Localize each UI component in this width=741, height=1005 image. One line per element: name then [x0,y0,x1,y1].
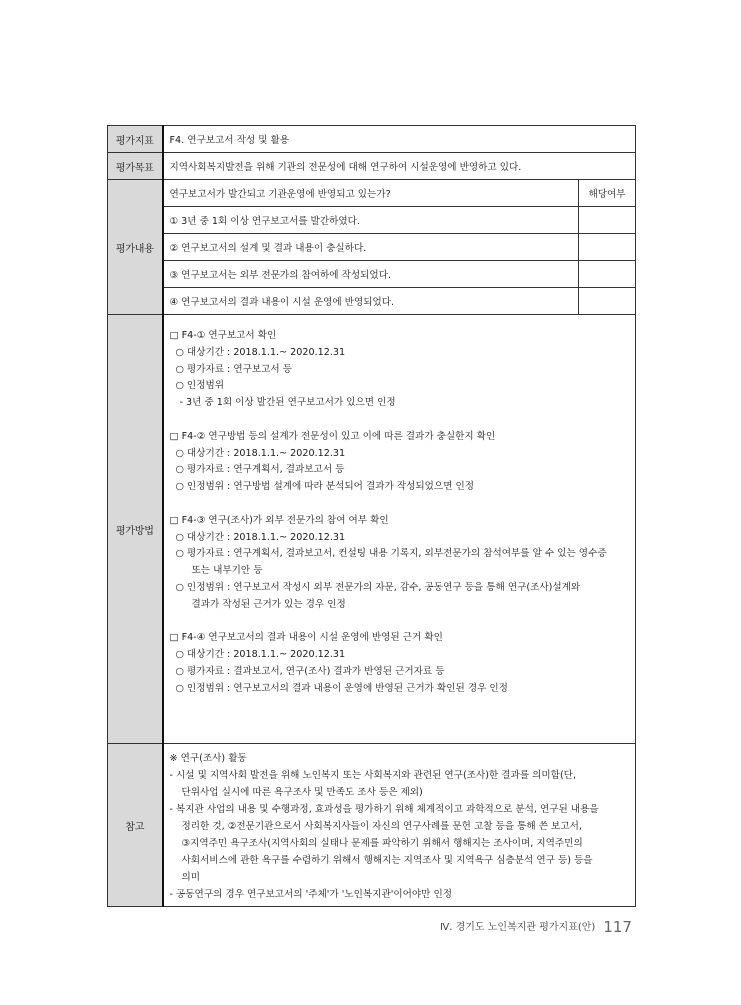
goal-text: 지역사회복지발전을 위해 기관의 전문성에 대해 연구하여 시설운영에 반영하고 있다. [163,153,636,180]
method-line: ○ 평가자료 : 연구계획서, 결과보고서 등 [175,464,345,476]
content-item-3: ③ 연구보고서는 외부 전문가의 참여하에 작성되었다. [163,261,579,288]
content-item-1: ① 3년 중 1회 이상 연구보고서를 발간하였다. [163,207,579,234]
reference-line: ③지역주민 욕구조사(지역사회의 실태나 문제를 파악하기 위해서 행해지는 조사이며, 지역주민의 [181,838,583,849]
check-cell-3[interactable] [579,261,636,288]
method-label: 평가방법 [108,315,163,744]
method-line: ○ 인정범위 [175,380,224,392]
spacer [170,412,630,429]
spacer [170,614,630,631]
method-line: ○ 인정범위 : 연구보고서 작성시 외부 전문가의 자문, 감수, 공동연구 등을 통해 연구(조사)설계와 [175,581,581,593]
method-line: ○ 대상기간 : 2018.1.1.~ 2020.12.31 [175,649,346,661]
method-line: ○ 평가자료 : 결과보고서, 연구(조사) 결과가 반영된 근거자료 등 [175,665,445,677]
chapter-title: Ⅳ. 경기도 노인복지관 평가지표(안) [440,922,596,933]
check-cell-2[interactable] [579,234,636,261]
content-item-2: ② 연구보고서의 설계 및 결과 내용이 충실하다. [163,234,579,261]
reference-line: - 시설 및 지역사회 발전을 위해 노인복지 또는 사회복지와 관련된 연구(조사)한 결과를 의미함(단, [169,770,577,781]
method-content [163,315,636,744]
method-line: ○ 인정범위 : 연구보고서의 결과 내용이 운영에 반영된 근거가 확인된 경우 인정 [175,682,508,694]
goal-label: 평가목표 [108,153,163,180]
method-line: 결과가 작성된 근거가 있는 경우 인정 [191,598,346,610]
method-line: - 3년 중 1회 이상 발간된 연구보고서가 있으면 인정 [179,397,396,409]
reference-line: 사회서비스에 관한 욕구를 수렴하기 위해서 행해지는 지역조사 및 지역욕구 심층분석 연구 등) 등을 [181,855,593,866]
page-footer [440,918,640,936]
reference-line: ※ 연구(조사) 활동 [169,753,247,764]
reference-line: - 복지관 사업의 내용 및 수행과정, 효과성을 평가하기 위해 체계적이고 과학적으로 분석, 연구된 내용을 [169,804,599,815]
method-heading-3: □ F4-③ 연구(조사)가 외부 전문가의 참여 여부 확인 [169,514,389,526]
method-line: ○ 대상기간 : 2018.1.1.~ 2020.12.31 [175,531,346,543]
method-line: 또는 내부기안 등 [191,565,263,577]
method-line: ○ 평가자료 : 연구계획서, 결과보고서, 컨설팅 내용 기록지, 외부전문가의 참석여부를 알 수 있는 영수증 [175,548,607,560]
reference-line: 단위사업 실시에 따른 욕구조사 및 만족도 조사 등은 제외) [181,787,423,798]
reference-label: 참고 [108,744,163,907]
reference-line: 정리한 것, ②전문기관으로서 사회복지사들이 자신의 연구사례를 문헌 고찰 등을 통해 쓴 보고서, [181,821,582,832]
evaluation-table [107,125,636,907]
reference-content [163,744,636,907]
method-line: ○ 대상기간 : 2018.1.1.~ 2020.12.31 [175,346,346,358]
check-cell-4[interactable] [579,288,636,315]
reference-line: 의미 [181,872,201,883]
method-line: ○ 평가자료 : 연구보고서 등 [175,363,292,375]
method-heading-1: □ F4-① 연구보고서 확인 [169,330,277,341]
content-label: 평가내용 [108,180,163,315]
check-cell-1[interactable] [579,207,636,234]
content-item-4: ④ 연구보고서의 결과 내용이 시설 운영에 반영되었다. [163,288,579,315]
method-line: ○ 대상기간 : 2018.1.1.~ 2020.12.31 [175,447,346,459]
spacer [170,496,630,513]
method-heading-4: □ F4-④ 연구보고서의 결과 내용이 시설 운영에 반영된 근거 확인 [169,632,443,644]
check-header: 해당여부 [579,180,636,207]
page-number: 117 [603,918,632,936]
method-heading-2: □ F4-② 연구방법 등의 설계가 전문성이 있고 이에 따른 결과가 충실한지 확인 [169,430,496,442]
content-question: 연구보고서가 발간되고 기관운영에 반영되고 있는가? [163,180,579,207]
indicator-label: 평가지표 [108,126,163,153]
reference-line: - 공동연구의 경우 연구보고서의 '주체'가 '노인복지관'이어야만 인정 [169,889,453,900]
indicator-title: F4. 연구보고서 작성 및 활용 [163,126,636,153]
method-line: ○ 인정범위 : 연구방법 설계에 따라 분석되어 결과가 작성되었으면 인정 [175,481,475,493]
